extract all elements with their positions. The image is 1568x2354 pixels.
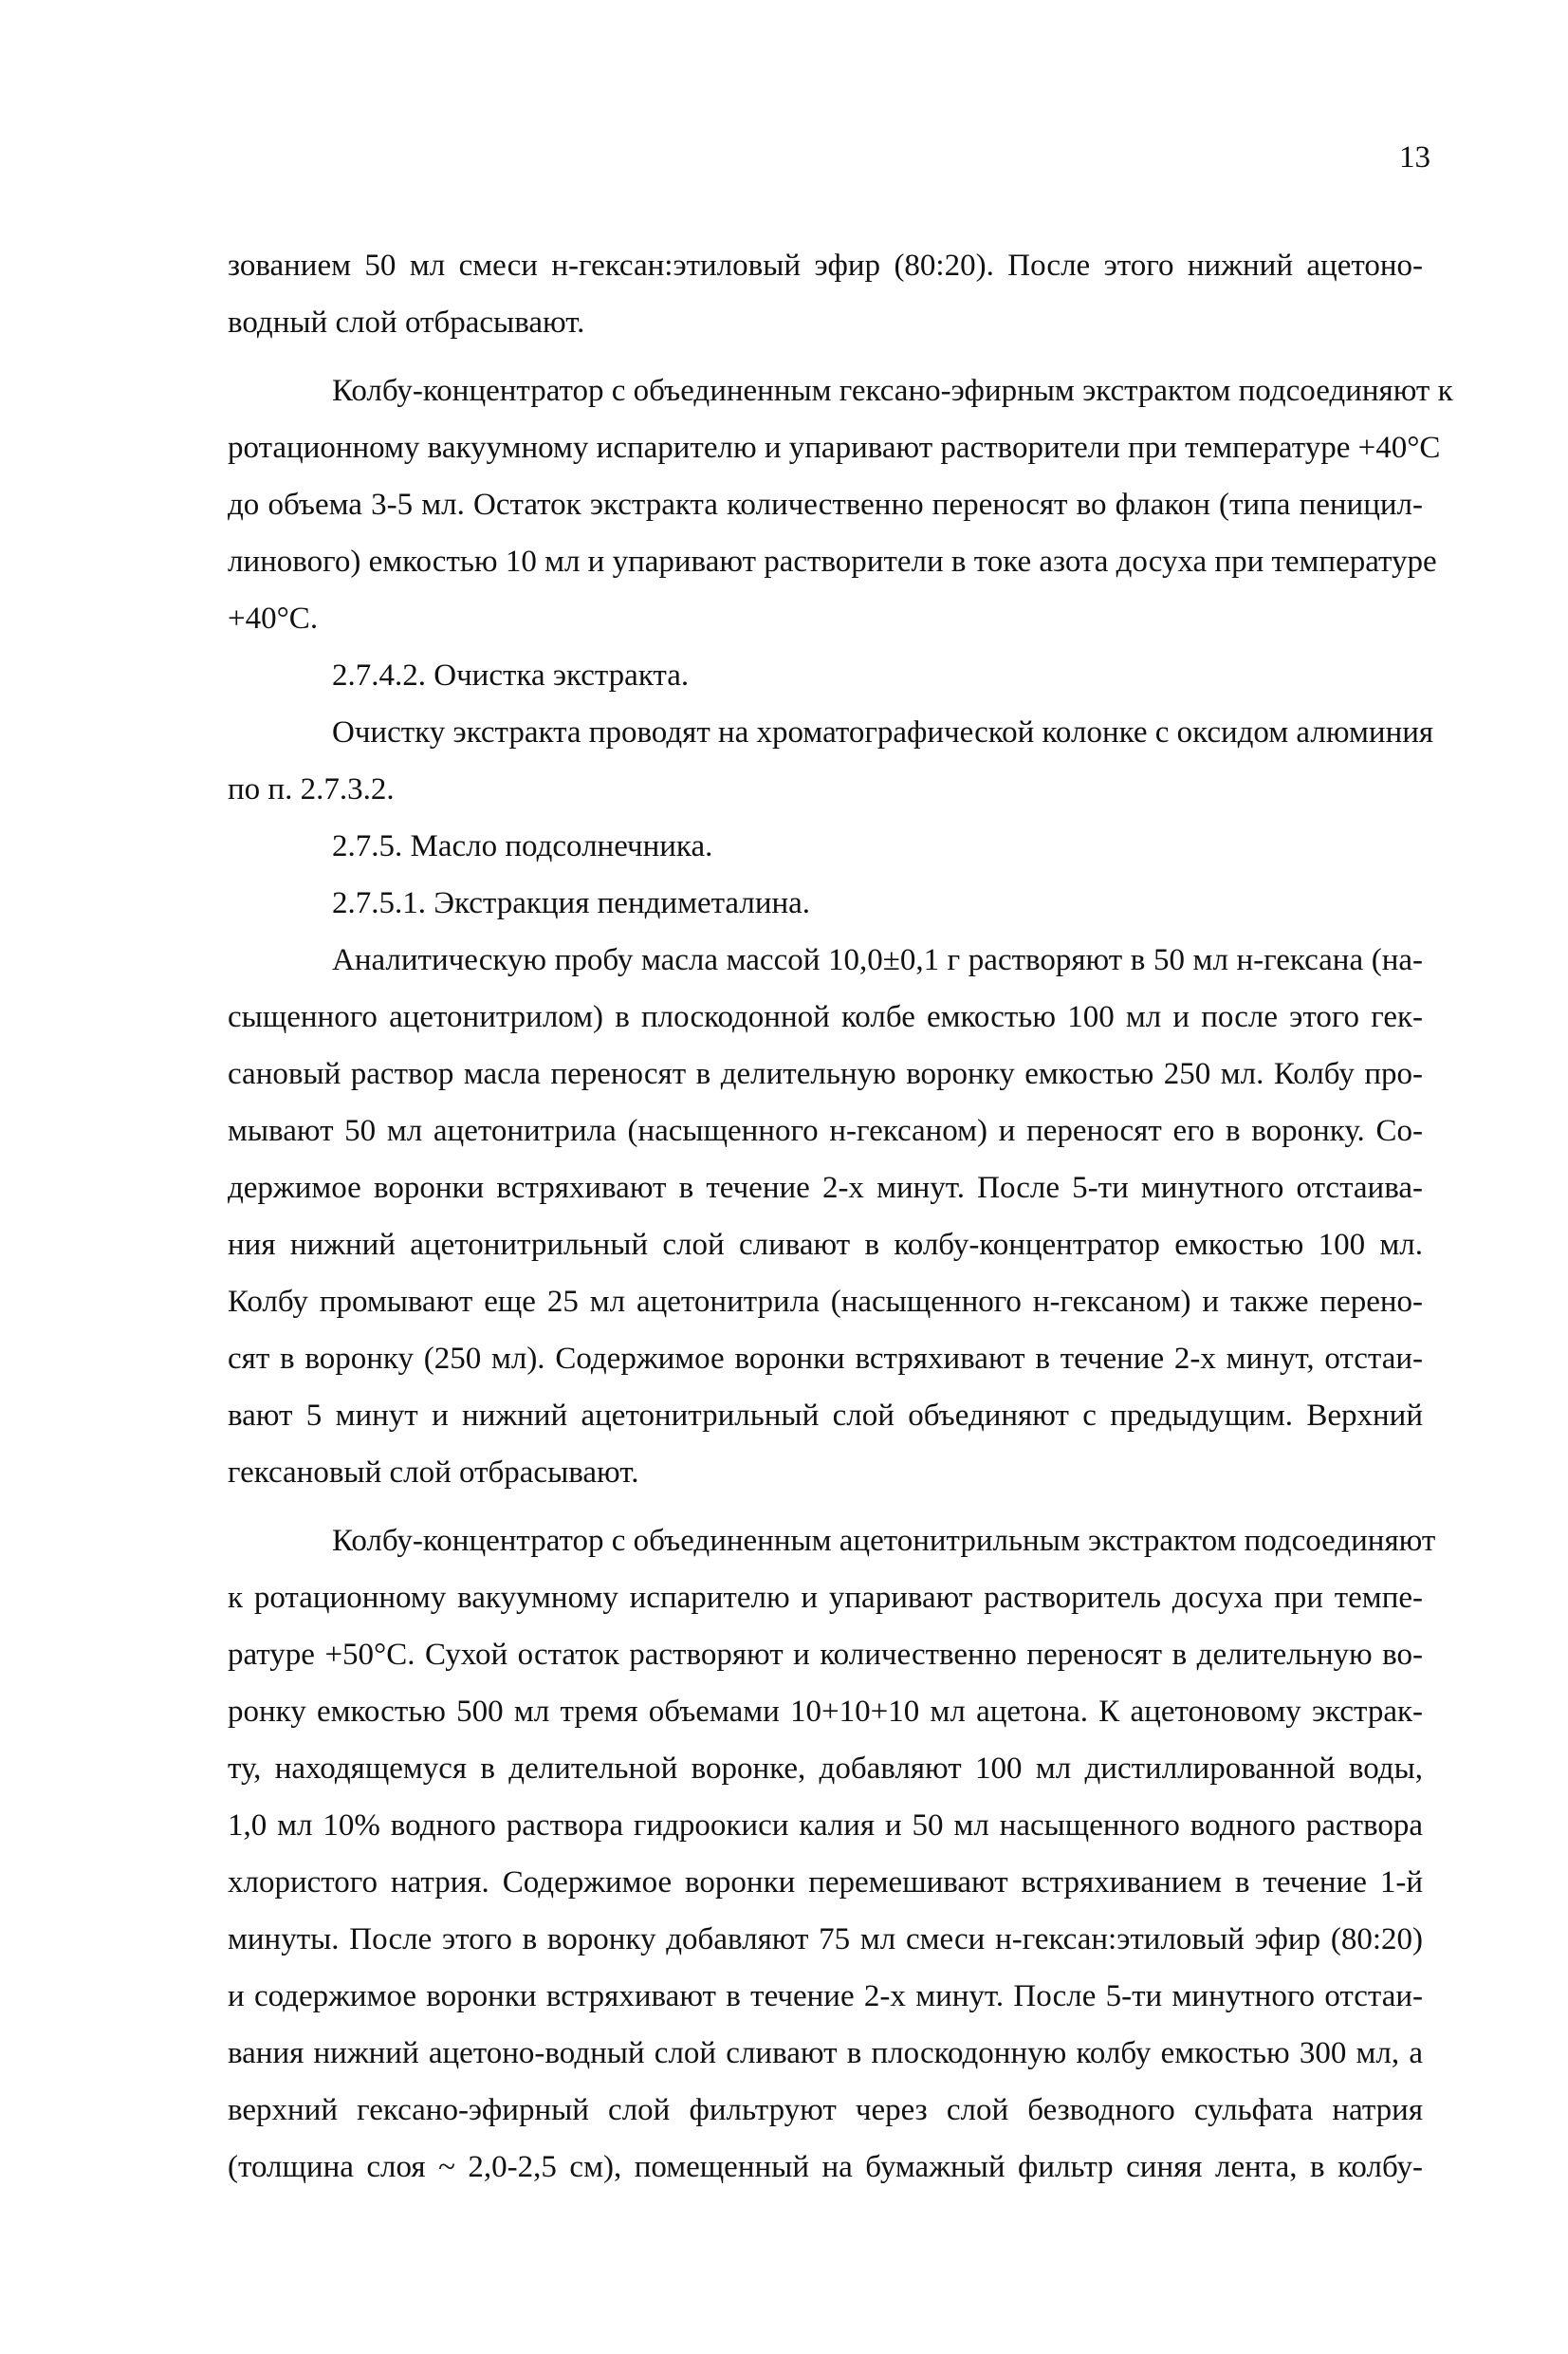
paragraph-line: Колбу-концентратор с объединенным ацетонитрильным экстрактом подсоединяют [332, 1524, 1436, 1558]
document-body [228, 237, 1453, 2196]
text-line: вания нижний ацетоно-водный слой сливают в плоскодонную колбу емкостью 300 мл, а [228, 2036, 1423, 2070]
subsection-heading: 2.7.5.1. Экстракция пендиметалина. [332, 886, 811, 920]
text-line: держимое воронки встряхивают в течение 2-х минут. После 5-ти минутного отстаива- [228, 1171, 1423, 1205]
text-line: и содержимое воронки встряхивают в течение 2-х минут. После 5-ти минутного отстаи- [228, 1979, 1423, 2013]
text-line: верхний гексано-эфирный слой фильтруют через слой безводного сульфата натрия [228, 2093, 1423, 2127]
text-line: ратуре +50°С. Сухой остаток растворяют и количественно переносят в делительную во- [228, 1638, 1423, 1672]
text-line: к ротационному вакуумному испарителю и упаривают растворитель досуха при темпе- [228, 1581, 1423, 1615]
paragraph-line: Аналитическую пробу масла массой 10,0±0,1 г растворяют в 50 мл н-гексана (на- [332, 943, 1423, 977]
text-line: ронку емкостью 500 мл тремя объемами 10+10+10 мл ацетона. К ацетоновому экстрак- [228, 1695, 1423, 1729]
text-line: по п. 2.7.3.2. [228, 772, 395, 806]
text-line: до объема 3-5 мл. Остаток экстракта количественно переносят во флакон (типа пеницил- [228, 488, 1423, 522]
text-line: сыщенного ацетонитрилом) в плоскодонной колбе емкостью 100 мл и после этого гек- [228, 1000, 1423, 1034]
paragraph-line: Очистку экстракта проводят на хроматографической колонке с оксидом алюминия [332, 715, 1434, 750]
text-line: (толщина слоя ~ 2,0-2,5 см), помещенный на бумажный фильтр синяя лента, в колбу- [228, 2150, 1423, 2184]
paragraph-line: Колбу-концентратор с объединенным гексано-эфирным экстрактом подсоединяют к [332, 374, 1453, 408]
text-line: гексановый слой отбрасывают. [228, 1455, 639, 1490]
text-line: мывают 50 мл ацетонитрила (насыщенного н-гексаном) и переносят его в воронку. Со- [228, 1114, 1423, 1148]
text-line: вают 5 минут и нижний ацетонитрильный слой объединяют с предыдущим. Верхний [228, 1399, 1423, 1433]
text-line: сят в воронку (250 мл). Содержимое воронки встряхивают в течение 2-х минут, отстаи- [228, 1342, 1423, 1376]
text-line: Колбу промывают еще 25 мл ацетонитрила (насыщенного н-гексаном) и также перено- [228, 1285, 1423, 1319]
text-line: минуты. После этого в воронку добавляют 75 мл смеси н-гексан:этиловый эфир (80:20) [228, 1922, 1423, 1956]
text-line: ния нижний ацетонитрильный слой сливают в колбу-концентратор емкостью 100 мл. [228, 1228, 1423, 1262]
text-line: ту, находящемуся в делительной воронке, добавляют 100 мл дистиллированной воды, [228, 1752, 1423, 1786]
text-line: линового) емкостью 10 мл и упаривают растворители в токе азота досуха при температуре [228, 545, 1437, 579]
page-number: 13 [1399, 140, 1430, 175]
section-heading: 2.7.5. Масло подсолнечника. [332, 829, 713, 863]
text-line: ротационному вакуумному испарителю и упаривают растворители при температуре +40°С [228, 431, 1441, 465]
text-line: +40°С. [228, 602, 319, 636]
text-line: хлористого натрия. Содержимое воронки перемешивают встряхиванием в течение 1-й [228, 1865, 1423, 1900]
text-line: зованием 50 мл смеси н-гексан:этиловый эфир (80:20). После этого нижний ацетоно- [228, 249, 1423, 283]
section-heading: 2.7.4.2. Очистка экстракта. [332, 658, 690, 693]
text-line: сановый раствор масла переносят в делительную воронку емкостью 250 мл. Колбу про- [228, 1057, 1423, 1091]
text-line: 1,0 мл 10% водного раствора гидроокиси калия и 50 мл насыщенного водного раствора [228, 1808, 1423, 1843]
text-line: водный слой отбрасывают. [228, 306, 585, 340]
